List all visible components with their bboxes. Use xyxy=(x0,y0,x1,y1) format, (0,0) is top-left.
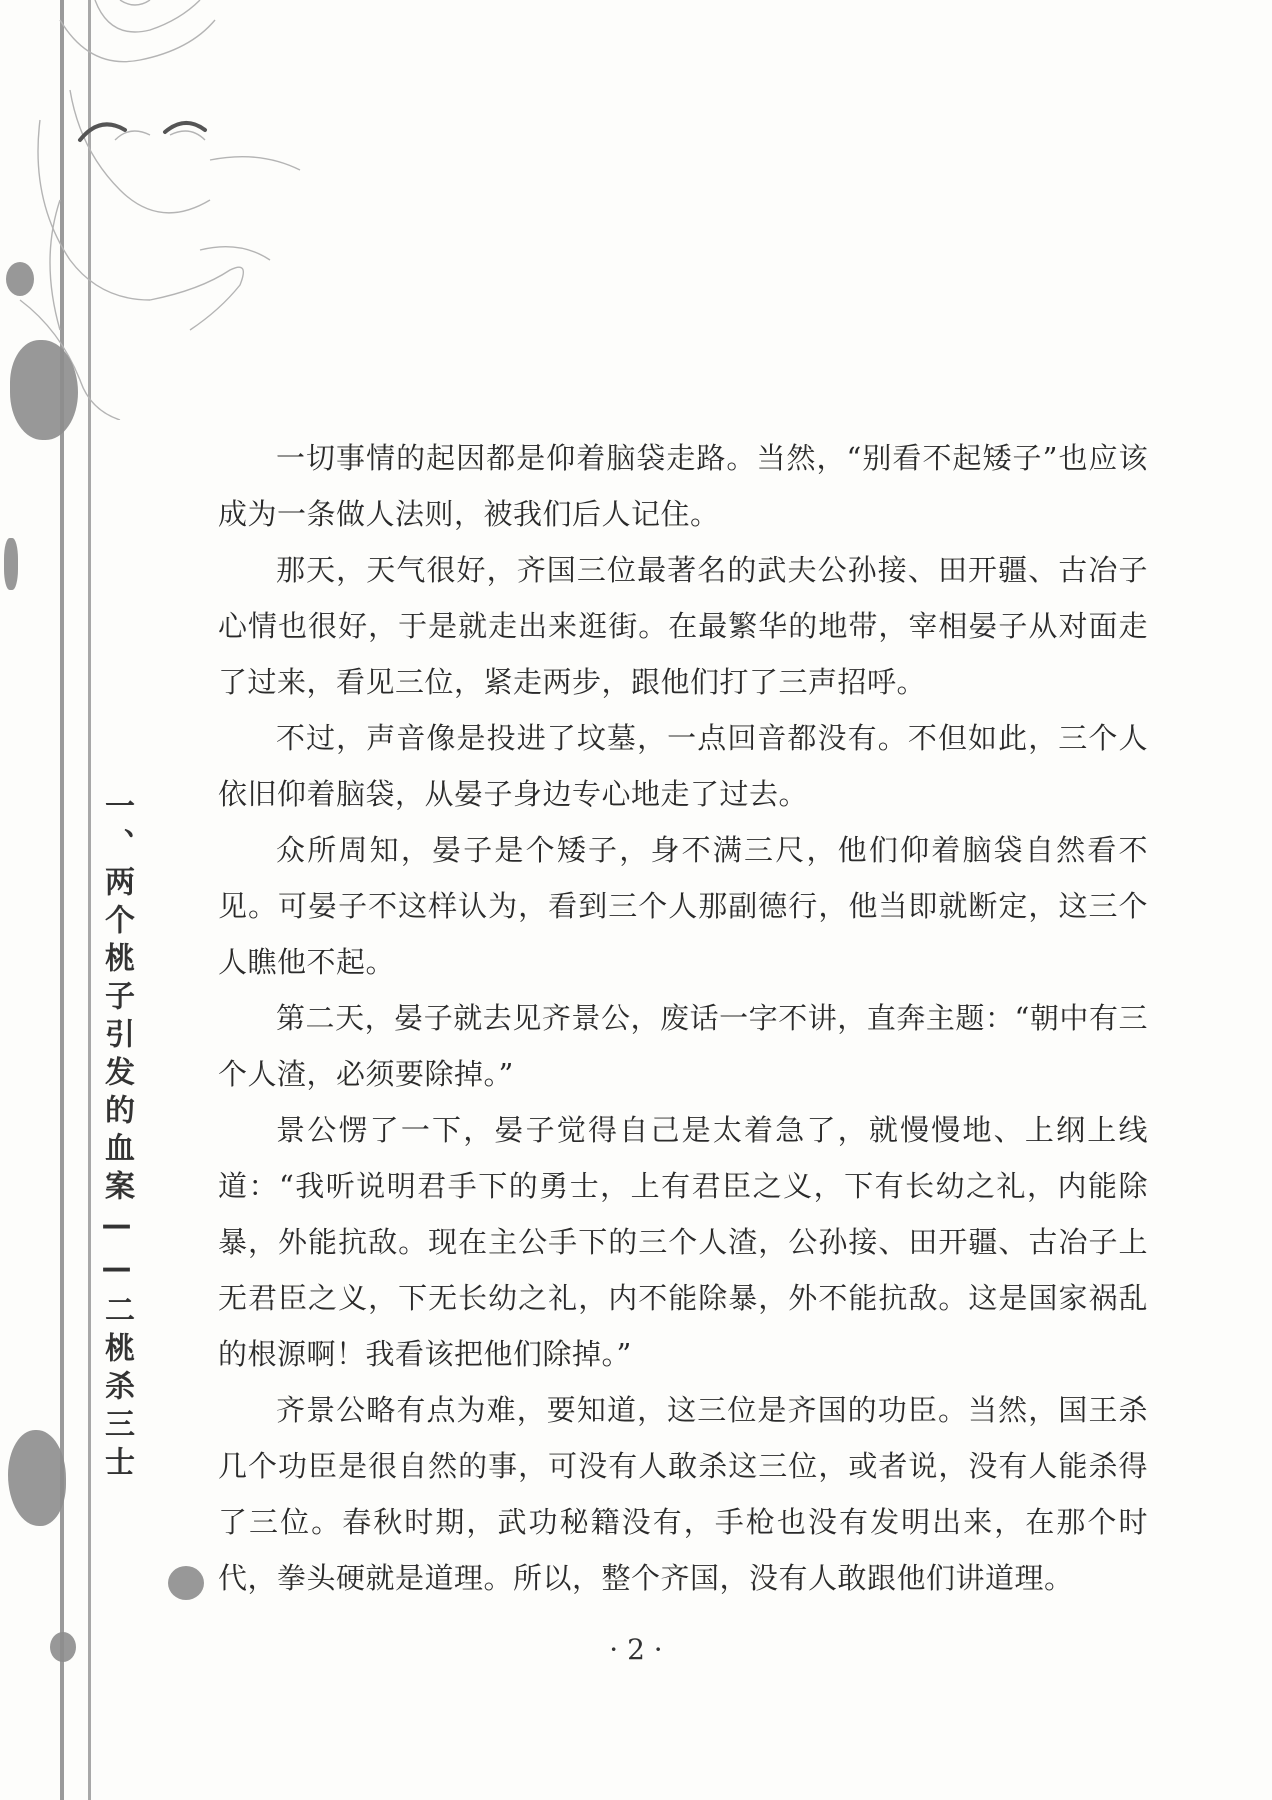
ink-blot xyxy=(6,262,34,296)
paragraph: 景公愣了一下，晏子觉得自己是太着急了，就慢慢地、上纲上线道：“我听说明君手下的勇士，上有君臣之义，下有长幼之礼，内能除暴，外能抗敌。现在主公手下的三个人渣，公孙接、田开疆、古冶子上无君臣之义，下无长幼之礼，内不能除暴，外不能抗敌。这是国家祸乱的根源啊！我看该把他们除掉。” xyxy=(218,1113,1148,1371)
paragraph: 齐景公略有点为难，要知道，这三位是齐国的功臣。当然，国王杀几个功臣是很自然的事，可没有人敢杀这三位，或者说，没有人能杀得了三位。春秋时期，武功秘籍没有，手枪也没有发明出来，在那个时代，拳头硬就是道理。所以，整个齐国，没有人敢跟他们讲道理。 xyxy=(218,1393,1148,1595)
ink-blot xyxy=(168,1566,204,1600)
body-text xyxy=(218,430,1148,1606)
page-number: · 2 · xyxy=(609,1633,663,1666)
paragraph: 那天，天气很好，齐国三位最著名的武夫公孙接、田开疆、古冶子心情也很好，于是就走出来逛街。在最繁华的地带，宰相晏子从对面走了过来，看见三位，紧走两步，跟他们打了三声招呼。 xyxy=(218,553,1148,699)
chapter-side-title: 一、两个桃子引发的血案——二桃杀三士 xyxy=(99,790,134,1484)
ink-blot xyxy=(8,1430,66,1526)
paragraph: 不过，声音像是投进了坟墓，一点回音都没有。不但如此，三个人依旧仰着脑袋，从晏子身边专心地走了过去。 xyxy=(218,721,1148,811)
paragraph: 一切事情的起因都是仰着脑袋走路。当然，“别看不起矮子”也应该成为一条做人法则，被我们后人记住。 xyxy=(218,441,1148,531)
paragraph: 第二天，晏子就去见齐景公，废话一字不讲，直奔主题：“朝中有三个人渣，必须要除掉。” xyxy=(218,1001,1148,1091)
paragraph: 众所周知，晏子是个矮子，身不满三尺，他们仰着脑袋自然看不见。可晏子不这样认为，看到三个人那副德行，他当即就断定，这三个人瞧他不起。 xyxy=(218,833,1148,979)
ink-blot xyxy=(4,538,18,590)
ink-blot xyxy=(10,340,78,440)
